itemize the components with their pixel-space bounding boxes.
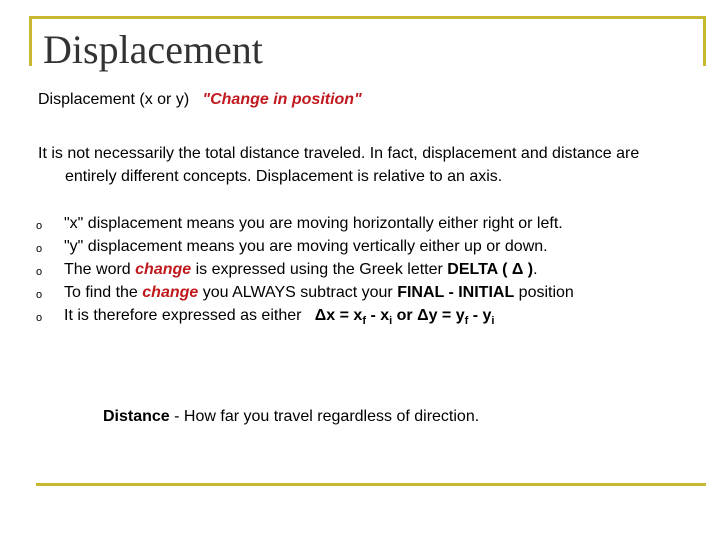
bullet-text-pre: The word [64, 261, 136, 278]
subscript-i: i [389, 315, 393, 328]
bullet-text-post: position [514, 284, 574, 301]
bullet-marker: o [36, 312, 43, 324]
formula-minus-y: - y [468, 307, 492, 324]
slide-title: Displacement [43, 27, 263, 72]
bullet-list [36, 212, 696, 333]
list-item [36, 212, 696, 235]
subtitle [38, 90, 362, 110]
right-border-rule [703, 16, 706, 66]
bullet-marker: o [36, 266, 43, 278]
bullet-marker: o [36, 289, 43, 301]
bottom-border-rule [36, 483, 706, 486]
bullet-text: "y" displacement means you are moving vertically either up or down. [64, 238, 548, 255]
delta-term: DELTA ( Δ ) [447, 261, 534, 278]
emphasis-change: change [135, 261, 192, 278]
left-border-rule [29, 16, 32, 66]
formula-minus-x: - x [366, 307, 390, 324]
distance-term: Distance [103, 408, 170, 425]
bullet-marker: o [36, 220, 43, 232]
bullet-text-pre: To find the [64, 284, 143, 301]
formula-or: or [392, 307, 418, 324]
bullet-marker: o [36, 243, 43, 255]
bullet-text-pre: It is therefore expressed as either [64, 307, 306, 324]
list-item [36, 235, 696, 258]
list-item [36, 281, 696, 304]
subscript-f: f [464, 315, 469, 328]
formula-dy: Δy = y [417, 307, 465, 324]
bullet-text-mid: you ALWAYS subtract your [198, 284, 398, 301]
bullet-text-post: . [533, 261, 538, 278]
distance-definition [103, 407, 479, 427]
subtitle-quote: "Change in position" [202, 91, 362, 108]
intro-paragraph: It is not necessarily the total distance traveled. In fact, displacement and distance are entirely different concepts. Displacement is relative to an axis. [38, 145, 640, 185]
distance-text: - How far you travel regardless of direction. [169, 408, 480, 425]
top-border-rule [29, 16, 706, 19]
subscript-i: i [491, 315, 495, 328]
subscript-f: f [362, 315, 366, 328]
emphasis-change: change [142, 284, 199, 301]
list-item [36, 258, 696, 281]
subtitle-term: Displacement (x or y) [38, 91, 190, 108]
bullet-text: "x" displacement means you are moving horizontally either right or left. [64, 215, 563, 232]
list-item [36, 304, 696, 333]
formula [314, 307, 495, 328]
formula-dx: Δx = x [314, 307, 363, 324]
bullet-text-mid: is expressed using the Greek letter [191, 261, 448, 278]
final-initial-term: FINAL - INITIAL [397, 284, 515, 301]
